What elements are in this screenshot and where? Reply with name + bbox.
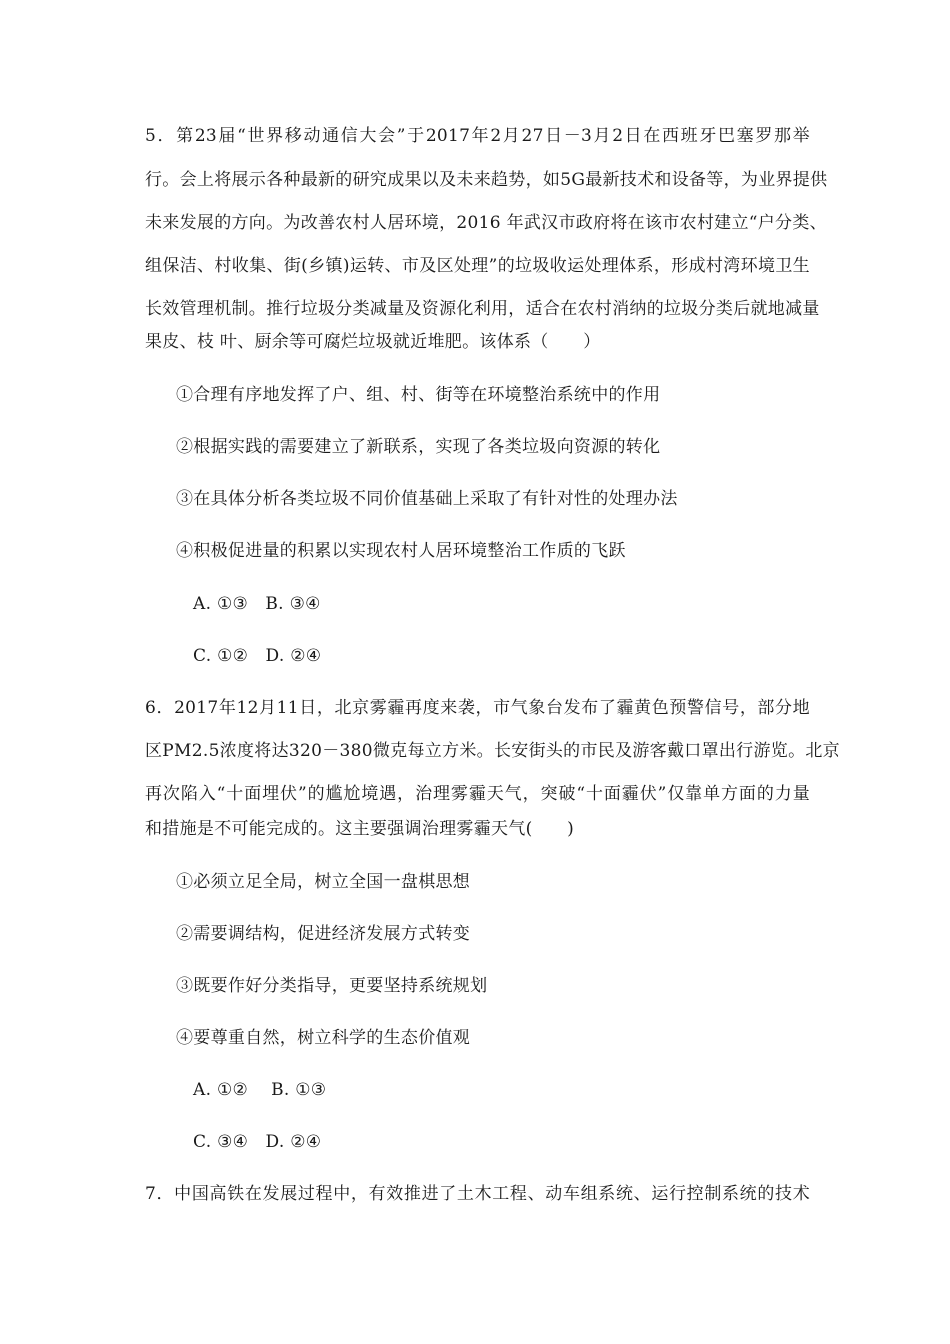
question-stem-line: 区PM2.5浓度将达320－380微克每立方米。长安街头的市民及游客戴口罩出行游览。北京 [145,741,840,761]
question-stem-line: 5．第23届“世界移动通信大会”于2017年2月27日－3月2日在西班牙巴塞罗那举 [145,126,810,146]
statement-item: ④积极促进量的积累以实现农村人居环境整治工作质的飞跃 [176,541,626,561]
question-stem-line: 7．中国高铁在发展过程中，有效推进了土木工程、动车组系统、运行控制系统的技术 [145,1184,810,1204]
question-stem-line: 果皮、枝 叶、厨余等可腐烂垃圾就近堆肥。该体系（ ） [145,332,601,352]
question-stem-line: 长效管理机制。推行垃圾分类减量及资源化利用，适合在农村消纳的垃圾分类后就地减量 [145,299,820,319]
statement-item: ③在具体分析各类垃圾不同价值基础上采取了有针对性的处理办法 [176,489,678,509]
question-stem-line: 和措施是不可能完成的。这主要强调治理雾霾天气( ) [145,819,575,839]
statement-item: ①必须立足全局，树立全国一盘棋思想 [176,872,471,892]
answer-choices: A. ①② B. ①③ [193,1080,327,1100]
question-stem-line: 组保洁、村收集、街(乡镇)运转、市及区处理”的垃圾收运处理体系，形成村湾环境卫生 [145,256,810,276]
answer-choices: C. ③④ D. ②④ [193,1132,322,1152]
answer-choices: C. ①② D. ②④ [193,646,322,666]
statement-item: ②根据实践的需要建立了新联系，实现了各类垃圾向资源的转化 [176,437,661,457]
statement-item: ③既要作好分类指导，更要坚持系统规划 [176,976,488,996]
statement-item: ②需要调结构，促进经济发展方式转变 [176,924,471,944]
question-stem-line: 未来发展的方向。为改善农村人居环境，2016 年武汉市政府将在该市农村建立“户分类、 [145,213,827,233]
question-stem-line: 再次陷入“十面埋伏”的尴尬境遇，治理雾霾天气，突破“十面霾伏”仅靠单方面的力量 [145,784,810,804]
statement-item: ①合理有序地发挥了户、组、村、街等在环境整治系统中的作用 [176,385,661,405]
statement-item: ④要尊重自然，树立科学的生态价值观 [176,1028,471,1048]
question-stem-line: 6．2017年12月11日，北京雾霾再度来袭，市气象台发布了霾黄色预警信号，部分地 [145,698,810,718]
answer-choices: A. ①③ B. ③④ [193,594,321,614]
question-stem-line: 行。会上将展示各种最新的研究成果以及未来趋势，如5G最新技术和设备等，为业界提供 [145,170,828,190]
